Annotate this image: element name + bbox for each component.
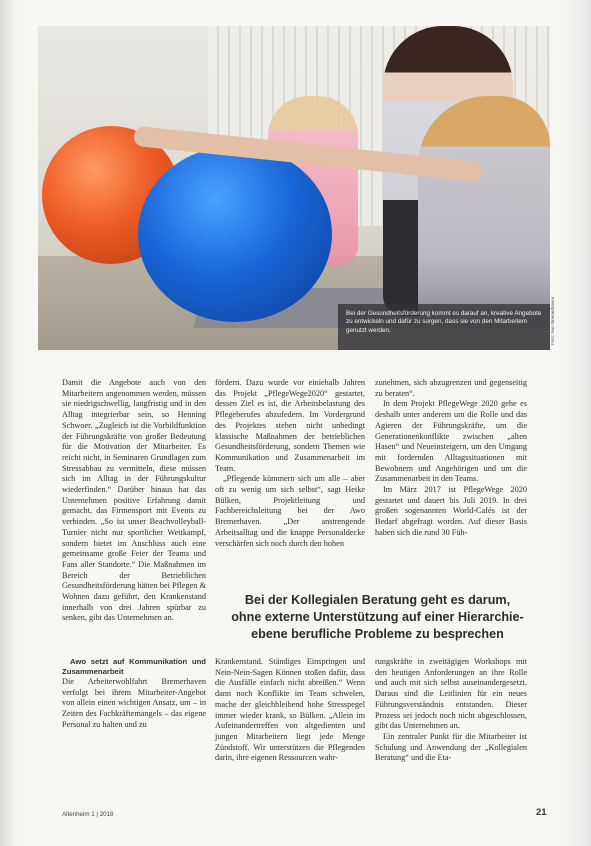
pull-quote-line: ohne externe Unterstützung auf einer Hierarchie- [231, 610, 524, 624]
photo-caption-box [338, 304, 550, 350]
paragraph: „Pflegende kümmern sich um alle – aber oft zu wenig um sich selbst“, sagt Heike Bülken, Projektleitung und Fachbereichsleitung bei der Awo Bremerhaven. „Der anstrengende Arbeitsalltag und die knappe Personaldecke verschärfen sich noch durch den hohen [215, 474, 365, 548]
column-3-upper [375, 378, 527, 539]
paragraph: zunehmen, sich abzugrenzen und gegenseitig zu beraten“. [375, 378, 527, 398]
page-number: 21 [536, 807, 547, 818]
column-3-lower [375, 657, 527, 764]
section-subheading: Awo setzt auf Kommunikation und Zusammenarbeit [62, 657, 206, 676]
column-2-lower [215, 657, 365, 764]
paragraph: Im März 2017 ist PflegeWege 2020 gestartet und dauert bis Juli 2019. In drei großen sogenannten World-Cafés ist der Bedarf abgefragt worden. Auf dieser Basis haben sich die rund 30 Füh- [375, 485, 527, 537]
pull-quote-line: ebene berufliche Probleme zu besprechen [251, 627, 504, 641]
column-1-lower [62, 657, 206, 731]
paragraph: In dem Projekt PflegeWege 2020 gehe es deshalb unter anderem um die Rolle und das Agieren der Führungskräfte, um die Generationenkonflikte zwischen „alten Hasen“ und Neueinsteigern, um den Umgang mit fordernden Alltagssituationen mit Bewohnern und Angehörigen und um die Zusammenarbeit in den Teams. [375, 399, 527, 484]
column-1-upper [62, 378, 206, 624]
column-2-upper [215, 378, 365, 549]
paragraph: rungskräfte in zweitägigen Workshops mit den heutigen Anforderungen an ihre Rolle und auch mit sich selbst auseinandergesetzt. Daraus sind die Leitlinien für ein neues Führungsverständnis entstanden. Dieser Prozess sei jedoch noch nicht abgeschlossen, gibt das Unternehmen an. [375, 657, 527, 731]
photo-credit: Foto: Awo Bremerhaven [550, 296, 555, 345]
paragraph: Damit die Angebote auch von den Mitarbeitern angenommen werden, müssen sie niedrigschwellig, langfristig und in den Alltag integrierbar sein, so Henning Schwoer. „Zugleich ist die Vorbildfunktion der Führungskräfte von großer Bedeutung für die Motivation der Mitarbeiter. Es reicht nicht, in Seminaren Grundlagen zum Stressabbau zu vermitteln, diese müssen sich im Alltag in der Führungskultur wiederfinden.“ Darüber hinaus hat das Unternehmen positive Erfahrung damit gemacht, das Firmensport mit Events zu verbinden. „So ist unser Beachvolleyball-Turnier nicht nur sportlicher Wettkampf, sondern bietet im Anschluss auch eine gemeinsame große Feier der Teams und Fans aller Standorte.“ Die Maßnahmen im Bereich der Betrieblichen Gesundheitsförderung hätten bei Pflegen & Wohnen dazu geführt, den Krankenstand innerhalb von drei Jahren spürbar zu senken, gibt das Unternehmen an. [62, 378, 206, 623]
pull-quote [215, 592, 540, 643]
paragraph: Krankenstand. Ständiges Einspringen und Nein-Nein-Sagen Können stoßen dafür, dass die Ausfälle einfach nicht abreißen.“ Wenn dann noch Konflikte im Team schwelen, mache der gleichbleibend hohe Stresspegel immer wieder krank, so Bülken. „Allein im Aufeinandertreffen von altgedienten und jungen Mitarbeitern liegt jede Menge Zündstoff. Wir unterstützen die Pflegenden darin, ihre eigenen Ressourcen wahr- [215, 657, 365, 763]
blue-exercise-ball [138, 146, 332, 322]
photo-person-front [418, 96, 550, 326]
photo-caption: Bei der Gesundheitsförderung kommt es darauf an, kreative Angebote zu entwickeln und dafür zu sorgen, dass sie von den Mitarbeitern genutzt werden. [346, 310, 542, 334]
pull-quote-line: Bei der Kollegialen Beratung geht es darum, [244, 593, 511, 607]
paragraph: fördern. Dazu wurde vor einiehalb Jahren das Projekt „PflegeWege2020“ gestartet, dessen Ziel es ist, die Arbeitsbelastung des Pflegeberufes abzufedern. Im Vordergrund des Projektes stehen nicht unbedingt klassische Maßnahmen der betrieblichen Gesundheitsförderung, sondern Themen wie Kommunikation und Zusammenarbeit im Team. [215, 378, 365, 473]
paragraph: Ein zentraler Punkt für die Mitarbeiter ist Schulung und Anwendung der „Kollegialen Beratung“ und die Eta- [375, 731, 527, 763]
article-photo [38, 26, 550, 350]
magazine-issue: Altenheim 1 | 2018 [62, 811, 114, 818]
paragraph: Die Arbeiterwohlfahrt Bremerhaven verfolgt bei ihrem Mitarbeiter-Angebot von allein einen wichtigen Ansatz, um – in Zeiten des Fachkräftemangels – das eigene Personal zu halten und zu [62, 677, 206, 729]
